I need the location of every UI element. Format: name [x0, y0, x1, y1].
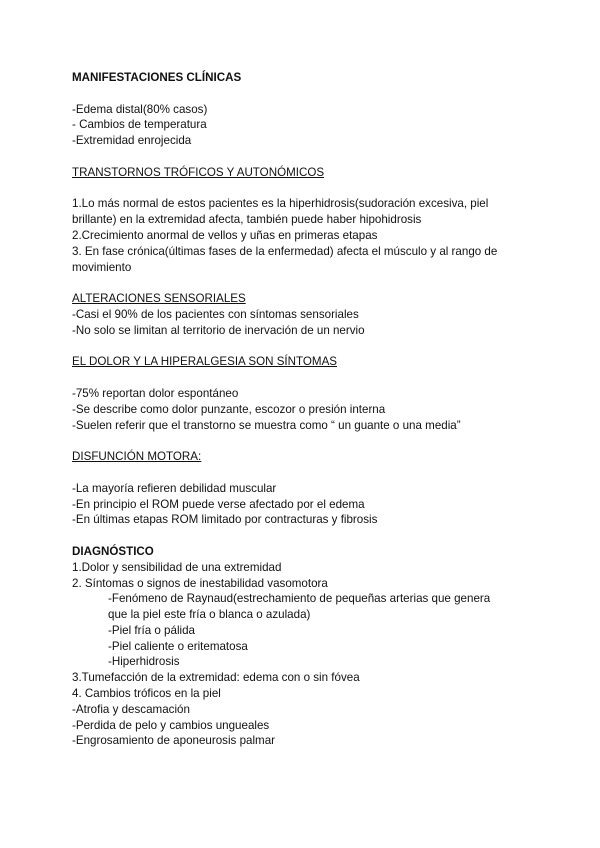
list-item: - Cambios de temperatura — [72, 118, 207, 132]
sub-list-item: -Piel caliente o eritematosa — [108, 639, 248, 653]
list-item: 2.Crecimiento anormal de vellos y uñas en primeras etapas — [72, 228, 378, 242]
section-title-alteraciones: ALTERACIONES SENSORIALES — [72, 292, 246, 306]
list-item: 3. En fase crónica(últimas fases de la enfermedad) afecta el músculo y al rango de — [72, 244, 498, 258]
list-item: movimiento — [72, 260, 132, 274]
sub-list-item: que la piel este fría o blanca o azulada) — [108, 608, 311, 622]
list-item: -Suelen referir que el transtorno se muestra como “ un guante o una media” — [72, 418, 461, 432]
sub-list-item: -Piel fría o pálida — [108, 623, 195, 637]
list-item: 1.Lo más normal de estos pacientes es la hiperhidrosis(sudoración excesiva, piel — [72, 197, 489, 211]
list-item: 4. Cambios tróficos en la piel — [72, 687, 221, 701]
document-page — [72, 70, 542, 749]
list-item: -Perdida de pelo y cambios ungueales — [72, 718, 270, 732]
list-item: 3.Tumefacción de la extremidad: edema con o sin fóvea — [72, 671, 360, 685]
list-item: -Atrofia y descamación — [72, 702, 190, 716]
section-title-dolor: EL DOLOR Y LA HIPERALGESIA SON SÍNTOMAS — [72, 355, 338, 369]
section-title-disfuncion: DISFUNCIÓN MOTORA: — [72, 450, 202, 464]
section-title-diagnostico: DIAGNÓSTICO — [72, 544, 154, 558]
list-item: -En principio el ROM puede verse afectado por el edema — [72, 497, 365, 511]
list-item: -Se describe como dolor punzante, escozor o presión interna — [72, 402, 386, 416]
list-item: -Edema distal(80% casos) — [72, 102, 208, 116]
section-title-manifestaciones: MANIFESTACIONES CLÍNICAS — [72, 71, 242, 84]
list-item: -La mayoría refieren debilidad muscular — [72, 481, 277, 495]
list-item: -No solo se limitan al territorio de inervación de un nervio — [72, 323, 365, 337]
list-item: -Extremidad enrojecida — [72, 134, 192, 148]
list-item: -75% reportan dolor espontáneo — [72, 386, 239, 400]
list-item: brillante) en la extremidad afecta, también puede haber hipohidrosis — [72, 213, 422, 227]
section-title-transtornos: TRANSTORNOS TRÓFICOS Y AUTONÓMICOS — [72, 165, 325, 179]
list-item: -Engrosamiento de aponeurosis palmar — [72, 734, 276, 748]
sub-list-item: -Hiperhidrosis — [108, 655, 180, 669]
list-item: -En últimas etapas ROM limitado por contracturas y fibrosis — [72, 513, 378, 527]
list-item: 2. Síntomas o signos de inestabilidad vasomotora — [72, 576, 328, 590]
sub-list-item: -Fenómeno de Raynaud(estrechamiento de pequeñas arterias que genera — [108, 592, 491, 606]
list-item: -Casi el 90% de los pacientes con síntomas sensoriales — [72, 307, 359, 321]
list-item: 1.Dolor y sensibilidad de una extremidad — [72, 560, 282, 574]
